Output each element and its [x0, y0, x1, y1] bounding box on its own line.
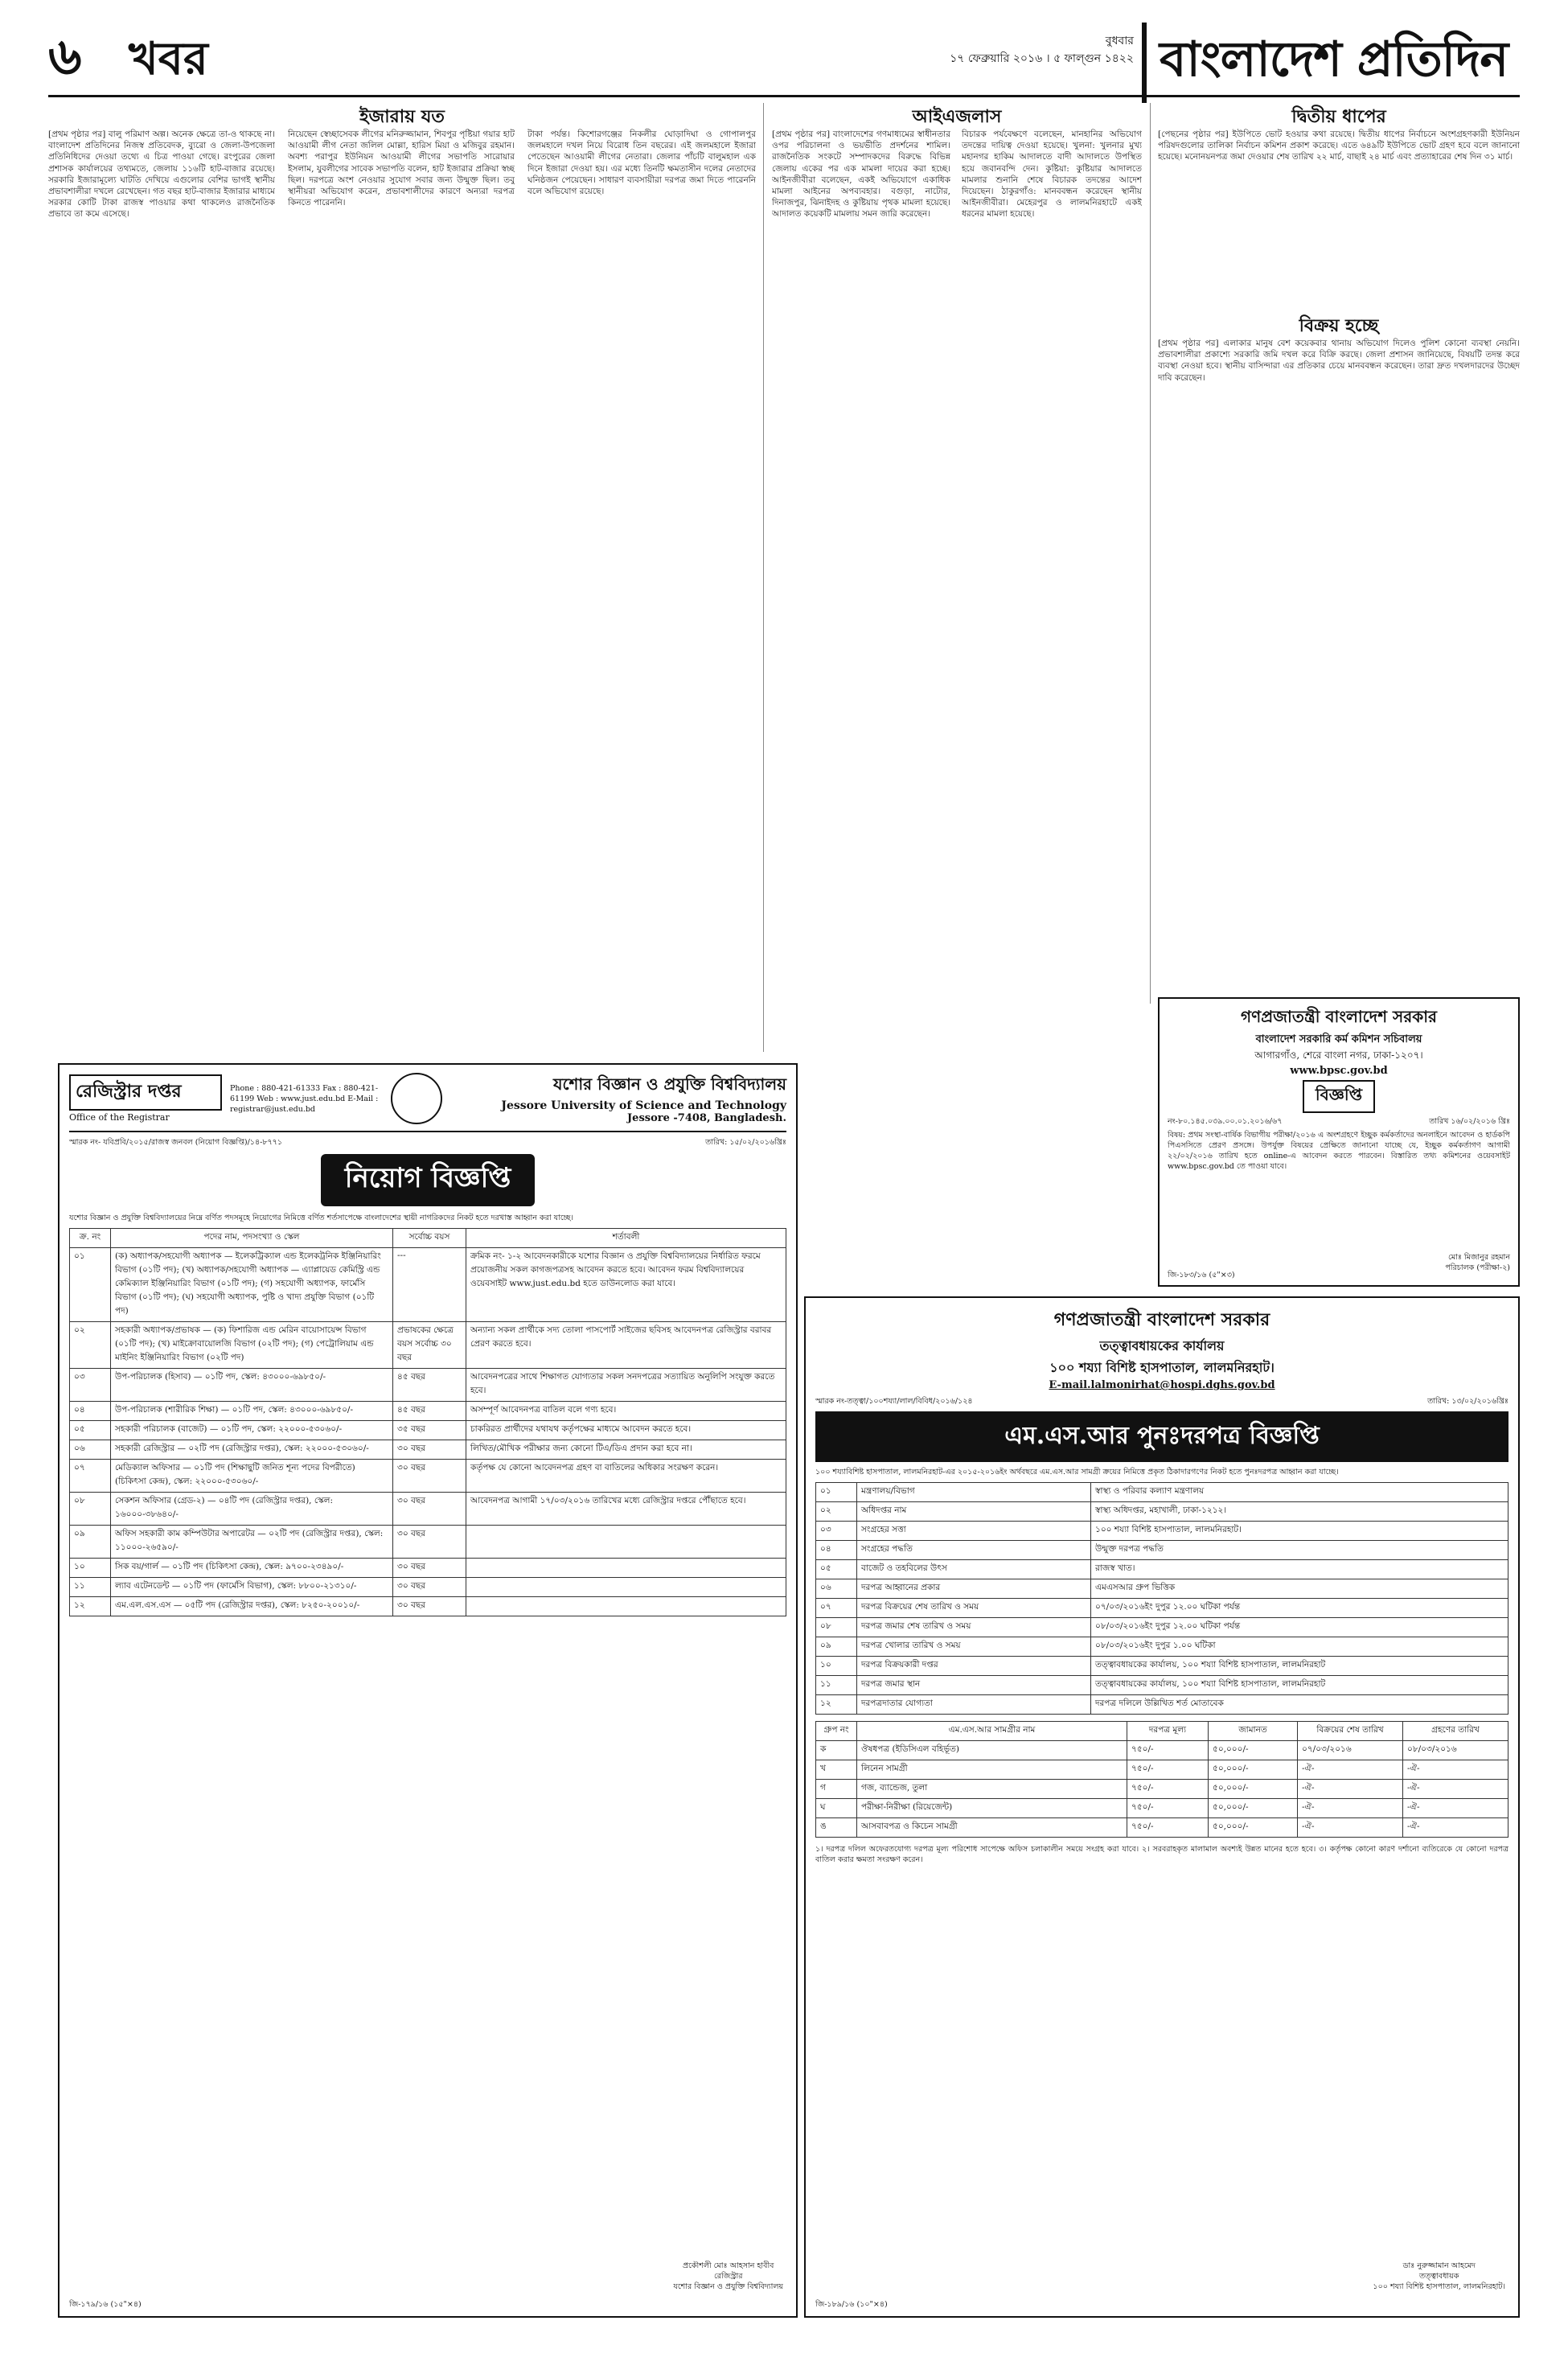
story-ijara-col1	[48, 129, 275, 1054]
table-cell-cond: লিখিত/মৌখিক পরীক্ষার জন্য কোনো টিএ/ডিএ প্রদান করা হবে না।	[466, 1440, 786, 1460]
table-cell-age: ৩০ বছর	[393, 1526, 466, 1559]
table-cell-cond: কর্তৃপক্ষ যে কোনো আবেদনপত্র গ্রহণ বা বাতিলের অধিকার সংরক্ষণ করেন।	[466, 1460, 786, 1493]
table-cell: ০১	[816, 1483, 857, 1502]
table-cell-age: ৪৫ বছর	[393, 1402, 466, 1421]
table-cell-no: ০৭	[70, 1460, 111, 1493]
ad-msr-email[interactable]: E-mail.lalmonirhat@hospi.dghs.gov.bd	[1049, 1379, 1275, 1391]
table-cell: দরপত্র জমার স্থান	[857, 1676, 1091, 1695]
table-cell-cond: আবেদনপত্র আগামী ১৭/০৩/২০১৬ তারিখের মধ্যে রেজিস্ট্রার দপ্তরে পৌঁছাতে হবে।	[466, 1493, 786, 1526]
table-row	[70, 1597, 786, 1616]
table-cell: -ঐ-	[1403, 1818, 1508, 1838]
table-cell: দরপত্র বিক্রয়ের শেষ তারিখ ও সময়	[857, 1599, 1091, 1618]
ad-bpsc	[1158, 997, 1520, 1287]
table-cell: তত্ত্বাবধায়কের কার্যালয়, ১০০ শয্যা বিশিষ্ট হাসপাতাল, লালমনিরহাট	[1091, 1676, 1508, 1695]
ad-bpsc-memo: নং-৮০.১৪৫.০৩৯.০০.০১.২০১৬/৬৭	[1168, 1117, 1283, 1126]
issue-day: বুধবার	[1105, 35, 1134, 47]
table-cell: ০৭/০৩/২০১৬ইং দুপুর ১২.০০ ঘটিকা পর্যন্ত	[1091, 1599, 1508, 1618]
ad-msr-office: তত্ত্বাবধায়কের কার্যালয়	[1099, 1338, 1225, 1353]
story-second-body	[1158, 129, 1520, 306]
table-row	[816, 1502, 1508, 1522]
table-cell: -ঐ-	[1298, 1760, 1403, 1780]
section-title: খবর	[129, 32, 208, 85]
table-cell-post: মেডিক্যাল অফিসার — ০১টি পদ (শিক্ষাছুটি জনিত শূন্য পদের বিপরীতে) (চিকিৎসা কেন্দ্র), স্কেল: ২২০০০-৫৩০৬০/-	[111, 1460, 393, 1493]
table-cell: স্বাস্থ্য ও পরিবার কল্যাণ মন্ত্রণালয়	[1091, 1483, 1508, 1502]
table-row	[70, 1493, 786, 1526]
university-seal-icon	[391, 1073, 442, 1124]
table-cell-no: ১০	[70, 1559, 111, 1578]
table-cell: ০৭	[816, 1599, 857, 1618]
table-cell: ১০০ শয্যা বিশিষ্ট হাসপাতাল, লালমনিরহাট।	[1091, 1522, 1508, 1541]
ad-code: জি-১৮৯/১৬ (১০"×৪)	[815, 2300, 888, 2309]
table-cell-cond	[466, 1597, 786, 1616]
ad-jessore-memo: স্মারক নং- যবিপ্রবি/২০১৫/রাজস্ব জনবল (নিয়োগ বিজ্ঞপ্তি)/১৪-৮৭৭১	[69, 1138, 283, 1147]
table-cell: আসবাবপত্র ও কিচেন সামগ্রী	[857, 1818, 1127, 1838]
table-cell-age: ৩০ বছর	[393, 1440, 466, 1460]
table-row	[816, 1799, 1508, 1818]
col-header: দরপত্র মূল্য	[1127, 1722, 1209, 1741]
header-rule	[48, 95, 1520, 97]
ad-jessore-signer: প্রকৌশলী মোঃ আহসান হাবীব	[682, 2261, 774, 2270]
table-cell-post: (ক) অধ্যাপক/সহযোগী অধ্যাপক — ইলেকট্রিক্যাল এন্ড ইলেকট্রনিক ইঞ্জিনিয়ারিং বিভাগ (০১টি পদ); (খ) অধ্যাপক/সহযোগী অধ্যাপক — এ্যাপ্লায়েড কেমিস্ট্রি এন্ড কেমিক্যাল ইঞ্জিনিয়ারিং বিভাগ (০১টি পদ); (গ) সহযোগী অধ্যাপক, ফার্মেসি বিভাগ (০১টি পদ); (ঘ) সহযোগী অধ্যাপক, পুষ্টি ও খাদ্য প্রযুক্তি বিভাগ (০১টি পদ)	[111, 1248, 393, 1322]
story-ijara-col3	[527, 129, 756, 1054]
table-cell: খ	[816, 1760, 857, 1780]
table-row	[816, 1760, 1508, 1780]
ad-msr-signer-title: তত্ত্বাবধায়ক	[1419, 2272, 1459, 2281]
ad-bpsc-signer-title: পরিচালক (পরীক্ষা-২)	[1445, 1263, 1510, 1272]
table-cell: ৫০,০০০/-	[1209, 1818, 1298, 1838]
table-cell: দরপত্র জমার শেষ তারিখ ও সময়	[857, 1618, 1091, 1637]
table-cell-post: সহকারী পরিচালক (বাজেট) — ০১টি পদ, স্কেল: ২২০০০-৫৩০৬০/-	[111, 1421, 393, 1440]
col-header: ক্র. নং	[70, 1229, 111, 1248]
table-cell: ৭৫০/-	[1127, 1799, 1209, 1818]
ad-bpsc-org: বাংলাদেশ সরকারি কর্ম কমিশন সচিবালয়	[1255, 1033, 1422, 1045]
table-cell-age: ৩০ বছর	[393, 1559, 466, 1578]
story-ijara-col2	[288, 129, 515, 1054]
table-cell: -ঐ-	[1403, 1760, 1508, 1780]
ad-bpsc-title: গণপ্রজাতন্ত্রী বাংলাদেশ সরকার	[1241, 1007, 1437, 1026]
ad-msr-signer-org: ১০০ শয্যা বিশিষ্ট হাসপাতাল, লালমনিরহাট।	[1373, 2282, 1505, 2291]
table-row	[816, 1541, 1508, 1560]
table-cell-no: ০১	[70, 1248, 111, 1322]
table-cell-no: ০৩	[70, 1369, 111, 1402]
table-cell: ৭৫০/-	[1127, 1741, 1209, 1760]
ad-code: জি-১৭৯/১৬ (১৫"×৪)	[69, 2300, 142, 2309]
table-cell-post: অফিস সহকারী কাম কম্পিউটার অপারেটর — ০২টি পদ (রেজিস্ট্রার দপ্তর), স্কেল: ১১০০০-২৬৫৯০/-	[111, 1526, 393, 1559]
table-cell: ৫০,০০০/-	[1209, 1760, 1298, 1780]
table-cell: লিনেন সামগ্রী	[857, 1760, 1127, 1780]
table-cell: -ঐ-	[1403, 1799, 1508, 1818]
table-cell: ০৭/০৩/২০১৬	[1298, 1741, 1403, 1760]
col-header: জামানত	[1209, 1722, 1298, 1741]
table-row	[816, 1618, 1508, 1637]
table-cell: রাজস্ব খাত।	[1091, 1560, 1508, 1579]
ad-jessore-date: তারিখ: ১৫/০২/২০১৬খ্রিঃ	[705, 1138, 786, 1147]
table-cell: দরপত্র খোলার তারিখ ও সময়	[857, 1637, 1091, 1657]
table-cell: ১২	[816, 1695, 857, 1715]
table-cell-no: ০৯	[70, 1526, 111, 1559]
story-text: নিয়েছেন স্বেচ্ছাসেবক লীগের মনিরুজ্জামান, শিবপুর পৃষ্টিয়া গয়ার হাট আওয়ামী লীগ নেতা জলিল মোল্লা, হারিস মিয়া ও মজিবুর রহমান। অবশ্য পরাপুর ইউনিয়ন আওয়ামী লীগের সভাপতি সারোয়ার ইসলাম, যুবলীগের সাবেক সভাপতি বলেন, হাট ইজারার প্রক্রিয়া স্বচ্ছ ছিল। দরপত্রে অংশ নেওয়ার সুযোগ সবার জন্য উন্মুক্ত ছিল। তবু স্থানীয়রা অভিযোগ করেন, প্রভাবশালীদের কারণে অন্যরা দরপত্র কিনতে পারেননি।	[288, 129, 515, 208]
table-cell: এমএসআর গ্রুপ ভিত্তিক	[1091, 1579, 1508, 1599]
ad-jessore-title: নিয়োগ বিজ্ঞপ্তি	[321, 1154, 536, 1206]
table-cell: ০৮/০৩/২০১৬ইং দুপুর ১২.০০ ঘটিকা পর্যন্ত	[1091, 1618, 1508, 1637]
table-cell-no: ০৮	[70, 1493, 111, 1526]
table-cell-post: উপ-পরিচালক (হিসাব) — ০১টি পদ, স্কেল: ৪৩০০০-৬৯৮৫০/-	[111, 1369, 393, 1402]
story-second-heading: দ্বিতীয় ধাপের	[1291, 106, 1386, 127]
ad-bpsc-signer: মোঃ মিজানুর রহমান	[1447, 1253, 1510, 1262]
table-cell-cond: আবেদনপত্রের সাথে শিক্ষাগত যোগ্যতার সকল সনদপত্রের সত্যায়িত অনুলিপি সংযুক্ত করতে হবে।	[466, 1369, 786, 1402]
table-row	[70, 1369, 786, 1402]
table-row	[70, 1440, 786, 1460]
table-cell: ১০	[816, 1657, 857, 1676]
table-cell-post: সহকারী অধ্যাপক/প্রভাষক — (ক) ফিশারিজ এন্ড মেরিন বায়োসায়েন্স বিভাগ (০১টি পদ); (খ) মাইক্রোবায়োলজি বিভাগ (০২টি পদ); (গ) পেট্রোলিয়াম এন্ড মাইনিং ইঞ্জিনিয়ারিং বিভাগ (০২টি পদ)	[111, 1322, 393, 1369]
table-cell-post: সিক বয়/গার্ল — ০১টি পদ (চিকিৎসা কেন্দ্র), স্কেল: ৯৭০০-২৩৪৯০/-	[111, 1559, 393, 1578]
table-cell: -ঐ-	[1298, 1818, 1403, 1838]
table-row	[816, 1676, 1508, 1695]
ad-msr	[804, 1296, 1520, 2318]
col-header: এম.এস.আর সামগ্রীর নাম	[857, 1722, 1127, 1741]
table-cell: ঔষধপত্র (ইডিসিএল বহির্ভূত)	[857, 1741, 1127, 1760]
story-ijlas-col2	[962, 129, 1142, 1045]
table-cell: ০৮/০৩/২০১৬ইং দুপুর ১.০০ ঘটিকা	[1091, 1637, 1508, 1657]
table-cell: ৫০,০০০/-	[1209, 1741, 1298, 1760]
table-cell: ১১	[816, 1676, 857, 1695]
table-cell-cond: চাকরিরত প্রার্থীদের যথাযথ কর্তৃপক্ষের মাধ্যমে আবেদন করতে হবে।	[466, 1421, 786, 1440]
table-cell-no: ১২	[70, 1597, 111, 1616]
table-cell: গ	[816, 1780, 857, 1799]
table-cell: -ঐ-	[1298, 1799, 1403, 1818]
table-cell-cond: অন্যান্য সকল প্রার্থীকে সদ্য তোলা পাসপোর্ট সাইজের ছবিসহ আবেদনপত্র রেজিস্ট্রার বরাবর প্রেরণ করতে হবে।	[466, 1322, 786, 1369]
ad-msr-table	[815, 1482, 1508, 1715]
ad-jessore	[58, 1063, 798, 2318]
table-cell-age: ৩০ বছর	[393, 1597, 466, 1616]
table-row	[70, 1460, 786, 1493]
ad-jessore-signer-title: রেজিস্ট্রার	[713, 2272, 743, 2281]
ad-msr-banner: এম.এস.আর পুনঃদরপত্র বিজ্ঞপ্তি	[815, 1411, 1508, 1462]
table-row	[70, 1526, 786, 1559]
table-cell-no: ০৪	[70, 1402, 111, 1421]
table-row	[70, 1421, 786, 1440]
table-cell-no: ১১	[70, 1578, 111, 1597]
table-cell: ক	[816, 1741, 857, 1760]
table-row	[816, 1780, 1508, 1799]
table-row	[816, 1560, 1508, 1579]
table-cell: সংগ্রহের পদ্ধতি	[857, 1541, 1091, 1560]
ad-msr-memo: স্মারক নং-তত্ত্বা/১০০শয্যা/লাল/বিবিধ/২০১৬/১২৪	[815, 1397, 973, 1406]
table-cell: উন্মুক্ত দরপত্র পদ্ধতি	[1091, 1541, 1508, 1560]
table-cell: ০৮	[816, 1618, 857, 1637]
table-row	[70, 1559, 786, 1578]
ad-msr-signer: ডাঃ নুরুজ্জামান আহমেদ	[1402, 2261, 1476, 2270]
table-cell: ০৪	[816, 1541, 857, 1560]
table-row	[816, 1483, 1508, 1502]
table-row	[816, 1637, 1508, 1657]
table-cell-cond	[466, 1526, 786, 1559]
ad-jessore-office-en: Office of the Registrar	[69, 1112, 170, 1123]
ad-jessore-intro: যশোর বিজ্ঞান ও প্রযুক্তি বিশ্ববিদ্যালয়ের নিম্নে বর্ণিত পদসমূহে নিয়োগের নিমিত্তে বর্ণিত শর্তসাপেক্ষে বাংলাদেশের স্থায়ী নাগরিকদের নিকট হতে দরখাস্ত আহ্বান করা যাচ্ছে।	[69, 1214, 574, 1222]
col-header: পদের নাম, পদসংখ্যা ও স্কেল	[111, 1229, 393, 1248]
ad-bpsc-label: বিজ্ঞপ্তি	[1303, 1080, 1375, 1113]
col-header: সর্বোচ্চ বয়স	[393, 1229, 466, 1248]
issue-date-text: ১৭ ফেব্রুয়ারি ২০১৬ । ৫ ফাল্গুন ১৪২২	[950, 52, 1134, 65]
ad-msr-title: গণপ্রজাতন্ত্রী বাংলাদেশ সরকার	[1053, 1309, 1270, 1330]
table-row	[70, 1248, 786, 1322]
table-cell: ঘ	[816, 1799, 857, 1818]
table-cell: ০৫	[816, 1560, 857, 1579]
table-row	[816, 1522, 1508, 1541]
table-cell: পরীক্ষা-নিরীক্ষা (রিয়েজেন্ট)	[857, 1799, 1127, 1818]
table-row	[816, 1579, 1508, 1599]
ad-jessore-table	[69, 1228, 786, 1616]
table-cell-post: সেকশন অফিসার (গ্রেড-২) — ০৪টি পদ (রেজিস্ট্রার দপ্তর), স্কেল: ১৬০০০-৩৮৬৪০/-	[111, 1493, 393, 1526]
ad-msr-intro: ১০০ শয্যাবিশিষ্ট হাসপাতাল, লালমনিরহাট-এর ২০১৫-২০১৬ইং অর্থবছরে এম.এস.আর সামগ্রী ক্রয়ের নিমিত্তে প্রকৃত ঠিকাদারগণের নিকট হতে পুনঃদরপত্র আহ্বান করা যাচ্ছে।	[815, 1468, 1339, 1477]
table-cell: ঙ	[816, 1818, 857, 1838]
table-cell: ৫০,০০০/-	[1209, 1799, 1298, 1818]
table-cell: বাজেট ও তহবিলের উৎস	[857, 1560, 1091, 1579]
table-cell: ০৮/০৩/২০১৬	[1403, 1741, 1508, 1760]
ad-msr-group-table	[815, 1721, 1508, 1838]
newspaper-logo: বাংলাদেশ প্রতিদিন	[1142, 23, 1508, 103]
col-header: শর্তাবলী	[466, 1229, 786, 1248]
table-cell-cond	[466, 1578, 786, 1597]
ad-jessore-univ-bn: যশোর বিজ্ঞান ও প্রযুক্তি বিশ্ববিদ্যালয়	[552, 1074, 786, 1094]
table-cell: -ঐ-	[1298, 1780, 1403, 1799]
page-number: ৬	[48, 27, 82, 87]
table-cell: গজ, ব্যান্ডেজ, তুলা	[857, 1780, 1127, 1799]
table-cell: ৫০,০০০/-	[1209, 1780, 1298, 1799]
table-cell: দরপত্র বিক্রয়কারী দপ্তর	[857, 1657, 1091, 1676]
table-cell: সংগ্রহের সত্তা	[857, 1522, 1091, 1541]
ad-jessore-univ-en: Jessore University of Science and Technology	[501, 1099, 786, 1112]
table-cell: ০৩	[816, 1522, 857, 1541]
table-cell: ০৬	[816, 1579, 857, 1599]
story-text: [প্রথম পৃষ্ঠার পর] এলাকার মানুষ বেশ কয়েকবার থানায় অভিযোগ দিলেও পুলিশ কোনো ব্যবস্থা নেয়নি। প্রভাবশালীরা প্রকাশ্যে সরকারি জমি দখল করে বিক্রি করছে। জেলা প্রশাসন জানিয়েছে, বিষয়টি তদন্ত করে ব্যবস্থা নেওয়া হবে। স্থানীয় বাসিন্দারা এর প্রতিকার চেয়ে মানববন্ধন করেছেন। তারা দ্রুত দখলদারদের উচ্ছেদ দাবি করেছেন।	[1158, 339, 1520, 383]
table-cell: -ঐ-	[1403, 1780, 1508, 1799]
story-text: [পেছনের পৃষ্ঠার পর] ইউপিতে ভোট হওয়ার কথা রয়েছে। দ্বিতীয় ধাপের নির্বাচনে অংশগ্রহণকারী ইউনিয়ন পরিষদগুলোর তালিকা নির্বাচন কমিশন প্রকাশ করেছে। এতে ৬৪৯টি ইউপিতে ভোট গ্রহণ হবে বলে জানানো হয়েছে। মনোনয়নপত্র জমা দেওয়ার শেষ তারিখ ২২ মার্চ, বাছাই ২৪ মার্চ এবং প্রত্যাহারের শেষ দিন ৩১ মার্চ।	[1158, 129, 1520, 162]
ad-code: জি-১৮৩/১৬ (৫"×৩)	[1168, 1271, 1235, 1279]
table-cell-age: ৩০ বছর	[393, 1493, 466, 1526]
table-cell: ০২	[816, 1502, 857, 1522]
table-cell-age: প্রভাষকের ক্ষেত্রে বয়স সর্বোচ্চ ৩০ বছর	[393, 1322, 466, 1369]
col-header: গ্রুপ নং	[816, 1722, 857, 1741]
ad-jessore-office-bn: রেজিস্ট্রার দপ্তর	[69, 1074, 222, 1111]
col-header: বিক্রয়ের শেষ তারিখ	[1298, 1722, 1403, 1741]
story-text: [প্রথম পৃষ্ঠার পর] বাংলাদেশের গণমাধ্যমের স্বাধীনতার ওপর পরিচালনা ও ভয়ভীতি প্রদর্শনের শামিল। রাজনৈতিক সংকটে সম্পাদকদের বিরুদ্ধে বিভিন্ন জেলায় একের পর এক মামলা দায়ের করা হচ্ছে। আইনজীবীরা বলেছেন, একই অভিযোগে একাধিক মামলা আইনের অপব্যবহার। বগুড়া, নাটোর, দিনাজপুর, ঝিনাইদহ ও কুষ্টিয়ায় পৃথক মামলা হয়েছে। আদালত কয়েকটি মামলায় সমন জারি করেছেন।	[772, 129, 950, 220]
table-cell: ৭৫০/-	[1127, 1780, 1209, 1799]
table-cell-post: উপ-পরিচালক (শারীরিক শিক্ষা) — ০১টি পদ, স্কেল: ৪৩০০০-৬৯৮৫০/-	[111, 1402, 393, 1421]
table-cell-no: ০৬	[70, 1440, 111, 1460]
story-ijlas-col1	[772, 129, 950, 1045]
story-text: টাকা পর্যন্ত। কিশোরগঞ্জের নিকলীর ঘোড়াদিঘা ও গোপালপুর জলমহালে দখল নিয়ে বিরোধ তিন বছরের। এই জলমহালে ইজারা পেতেছেন আওয়ামী লীগের নেতারা। জেলার পাঁচটি বালুমহাল এক দিনে ইজারা দেওয়া হয়। এর মধ্যে তিনটি ক্ষমতাসীন দলের নেতাদের ঘনিষ্ঠজন পেয়েছেন। সাধারণ ব্যবসায়ীরা দরপত্র জমা দিতে পারেননি বলে অভিযোগ রয়েছে।	[527, 129, 756, 197]
story-ijara-heading: ইজারায় যত	[359, 106, 445, 127]
column-divider	[763, 103, 764, 1052]
ad-msr-date: তারিখ: ১৩/০২/২০১৬খ্রিঃ	[1427, 1397, 1508, 1406]
table-cell-age: ৩০ বছর	[393, 1460, 466, 1493]
ad-bpsc-web[interactable]: www.bpsc.gov.bd	[1290, 1065, 1388, 1077]
table-row	[816, 1599, 1508, 1618]
table-row	[70, 1322, 786, 1369]
ad-msr-hospital: ১০০ শয্যা বিশিষ্ট হাসপাতাল, লালমনিরহাট।	[1049, 1360, 1275, 1375]
table-cell-no: ০২	[70, 1322, 111, 1369]
table-cell-cond: অসম্পূর্ণ আবেদনপত্র বাতিল বলে গণ্য হবে।	[466, 1402, 786, 1421]
table-cell-age: ৪৫ বছর	[393, 1369, 466, 1402]
table-cell-cond	[466, 1559, 786, 1578]
table-cell-cond: ক্রমিক নং- ১-২ আবেদনকারীকে যশোর বিজ্ঞান ও প্রযুক্তি বিশ্ববিদ্যালয়ের নির্ধারিত ফরমে প্রয়োজনীয় সকল কাগজপত্রসহ আবেদন করতে হবে। আবেদন ফরম বিশ্ববিদ্যালয়ের ওয়েবসাইট www.just.edu.bd হতে ডাউনলোড করা যাবে।	[466, 1248, 786, 1322]
table-row	[816, 1695, 1508, 1715]
table-cell-age: ---	[393, 1248, 466, 1322]
ad-jessore-address: Jessore -7408, Bangladesh.	[627, 1112, 786, 1124]
story-text: [প্রথম পৃষ্ঠার পর] বালু পরিমাণ অল্প। অনেক ক্ষেত্রে তা-ও থাকছে না। বাংলাদেশ প্রতিদিনের নিজস্ব প্রতিবেদক, ব্যুরো ও জেলা-উপজেলা প্রতিনিধিদের দেওয়া তথ্যে এ চিত্র পাওয়া গেছে। রংপুরের জেলা প্রশাসক কার্যালয়ের তথ্যমতে, জেলায় ১১৬টি হাট-বাজার রয়েছে। সরকারি ইজারামূল্যে ঘাটতি দেখিয়ে এগুলোর বেশির ভাগই স্থানীয় প্রভাবশালীরা দখলে রেখেছেন। গত বছর হাট-বাজার ইজারার মাধ্যমে সরকার কোটি টাকা রাজস্ব পাওয়ার কথা থাকলেও রাজনৈতিক প্রভাবে তা কমে এসেছে।	[48, 129, 275, 220]
story-bikri-body	[1158, 338, 1520, 989]
ad-msr-notes: ১। দরপত্র দলিল অফেরতযোগ্য দরপত্র মূল্য পরিশোধ সাপেক্ষে অফিস চলাকালীন সময়ে সংগ্রহ করা যাবে। ২। সরবরাহকৃত মালামাল অবশ্যই উন্নত মানের হতে হবে। ৩। কর্তৃপক্ষ কোনো কারণ দর্শানো ব্যতিরেকে যে কোনো দরপত্র বাতিল করার ক্ষমতা সংরক্ষণ করেন।	[815, 1845, 1508, 1864]
table-row	[816, 1741, 1508, 1760]
table-cell-age: ৩৫ বছর	[393, 1421, 466, 1440]
issue-date	[925, 32, 1134, 68]
table-row	[816, 1657, 1508, 1676]
col-header: গ্রহণের তারিখ	[1403, 1722, 1508, 1741]
table-cell-post: ল্যাব এটেনডেন্ট — ০১টি পদ (ফার্মেসি বিভাগ), স্কেল: ৮৮০০-২১৩১০/-	[111, 1578, 393, 1597]
table-cell: মন্ত্রণালয়/বিভাগ	[857, 1483, 1091, 1502]
ad-jessore-contact: Phone : 880-421-61333 Fax : 880-421-61199 Web : www.just.edu.bd E-Mail : registrar@just.edu.bd	[230, 1083, 379, 1114]
ad-jessore-signer-org: যশোর বিজ্ঞান ও প্রযুক্তি বিশ্ববিদ্যালয়	[673, 2282, 783, 2291]
table-cell: তত্ত্বাবধায়কের কার্যালয়, ১০০ শয্যা বিশিষ্ট হাসপাতাল, লালমনিরহাট	[1091, 1657, 1508, 1676]
table-cell: দরপত্র আহ্বানের প্রকার	[857, 1579, 1091, 1599]
table-cell: দরপত্র দলিলে উল্লিখিত শর্ত মোতাবেক	[1091, 1695, 1508, 1715]
table-cell: ৭৫০/-	[1127, 1760, 1209, 1780]
ad-bpsc-date: তারিখ ১৬/০২/২০১৬ খ্রিঃ	[1429, 1117, 1510, 1126]
table-cell: ৭৫০/-	[1127, 1818, 1209, 1838]
column-divider	[1150, 103, 1151, 1004]
table-cell: দরপত্রদাতার যোগ্যতা	[857, 1695, 1091, 1715]
table-cell-post: এম.এল.এস.এস — ০৫টি পদ (রেজিস্ট্রার দপ্তর), স্কেল: ৮২৫০-২০০১০/-	[111, 1597, 393, 1616]
table-row	[70, 1402, 786, 1421]
ad-bpsc-address: আগারগাঁও, শেরে বাংলা নগর, ঢাকা-১২০৭।	[1254, 1049, 1423, 1061]
table-cell-post: সহকারী রেজিস্ট্রার — ০২টি পদ (রেজিস্ট্রার দপ্তর), স্কেল: ২২০০০-৫৩০৬০/-	[111, 1440, 393, 1460]
table-row	[70, 1578, 786, 1597]
table-cell: ০৯	[816, 1637, 857, 1657]
table-row	[816, 1818, 1508, 1838]
story-ijlas-heading: আইএজলাস	[912, 106, 1002, 127]
story-text: বিচারক পর্যবেক্ষণে বলেছেন, মানহানির অভিযোগ তদন্তের দায়িত্ব দেওয়া হয়েছে। খুলনা: খুলনার মুখ্য মহানগর হাকিম আদালতে বাদী আদালতে উপস্থিত হয়ে জবানবন্দি দেন। কুষ্টিয়া: কুষ্টিয়ার আদালতে মামলার শুনানি শেষে বিচারক তদন্তের আদেশ দিয়েছেন। ঠাকুরগাঁও: মানববন্ধন করেছেন স্থানীয় আইনজীবীরা। মেহেরপুর ও লালমনিরহাটে একই ধরনের মামলা হয়েছে।	[962, 129, 1142, 220]
table-cell-no: ০৫	[70, 1421, 111, 1440]
story-bikri-heading: বিক্রয় হচ্ছে	[1299, 315, 1379, 336]
table-cell-age: ৩০ বছর	[393, 1578, 466, 1597]
ad-bpsc-body: বিষয়: প্রথম সংস্থা-বার্ষিক বিভাগীয় পরীক্ষা/২০১৬ এ অংশগ্রহণে ইচ্ছুক কর্মকর্তাদের অনলাইনে আবেদন ও হার্ডকপি পিএসসিতে প্রেরণ প্রসঙ্গে। উপর্যুক্ত বিষয়ের প্রেক্ষিতে জানানো যাচ্ছে যে, ইচ্ছুক কর্মকর্তাগণ আগামী ২২/০২/২০১৬ তারিখ হতে online-এ আবেদন করতে পারবেন। বিস্তারিত তথ্য কমিশনের ওয়েবসাইট www.bpsc.gov.bd তে পাওয়া যাবে।	[1168, 1131, 1510, 1171]
table-cell: স্বাস্থ্য অধিদপ্তর, মহাখালী, ঢাকা-১২১২।	[1091, 1502, 1508, 1522]
table-cell: অধিদপ্তর নাম	[857, 1502, 1091, 1522]
